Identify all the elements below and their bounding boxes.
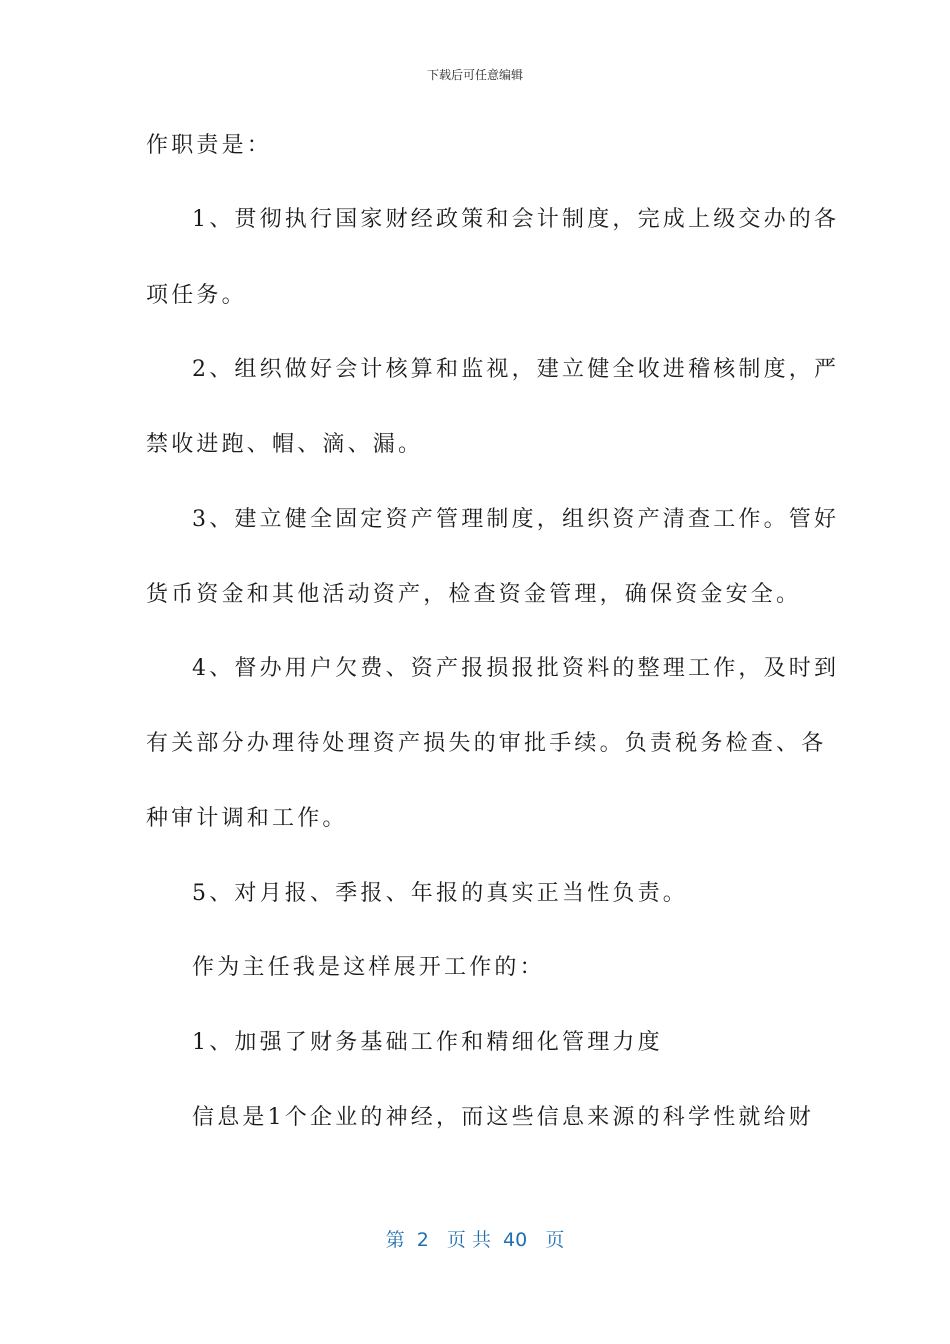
header-note: 下载后可任意编辑 <box>426 68 523 82</box>
page-number-footer: 第 2 页 共 40 页 <box>385 1229 565 1251</box>
text-line: 5、对月报、季报、年报的真实正当性负责。 <box>192 881 688 906</box>
text-line: 种审计调和工作。 <box>146 806 348 831</box>
text-line: 信息是1个企业的神经，而这些信息来源的科学性就给财 <box>192 1105 814 1130</box>
text-line: 项任务。 <box>146 283 247 308</box>
text-line: 作为主任我是这样展开工作的： <box>192 955 545 980</box>
text-line: 货币资金和其他活动资产，检查资金管理，确保资金安全。 <box>146 582 802 607</box>
text-line: 有关部分办理待处理资产损失的审批手续。负责税务检查、各 <box>146 731 827 756</box>
text-line: 4、督办用户欠费、资产报损报批资料的整理工作，及时到 <box>192 656 840 681</box>
text-line: 1、加强了财务基础工作和精细化管理力度 <box>192 1030 663 1055</box>
text-line: 2、组织做好会计核算和监视，建立健全收进稽核制度，严 <box>192 357 840 382</box>
text-line: 禁收进跑、帽、滴、漏。 <box>146 432 424 457</box>
text-line: 作职责是： <box>146 133 273 158</box>
text-line: 3、建立健全固定资产管理制度，组织资产清查工作。管好 <box>192 507 840 532</box>
text-line: 1、贯彻执行国家财经政策和会计制度，完成上级交办的各 <box>192 207 840 232</box>
